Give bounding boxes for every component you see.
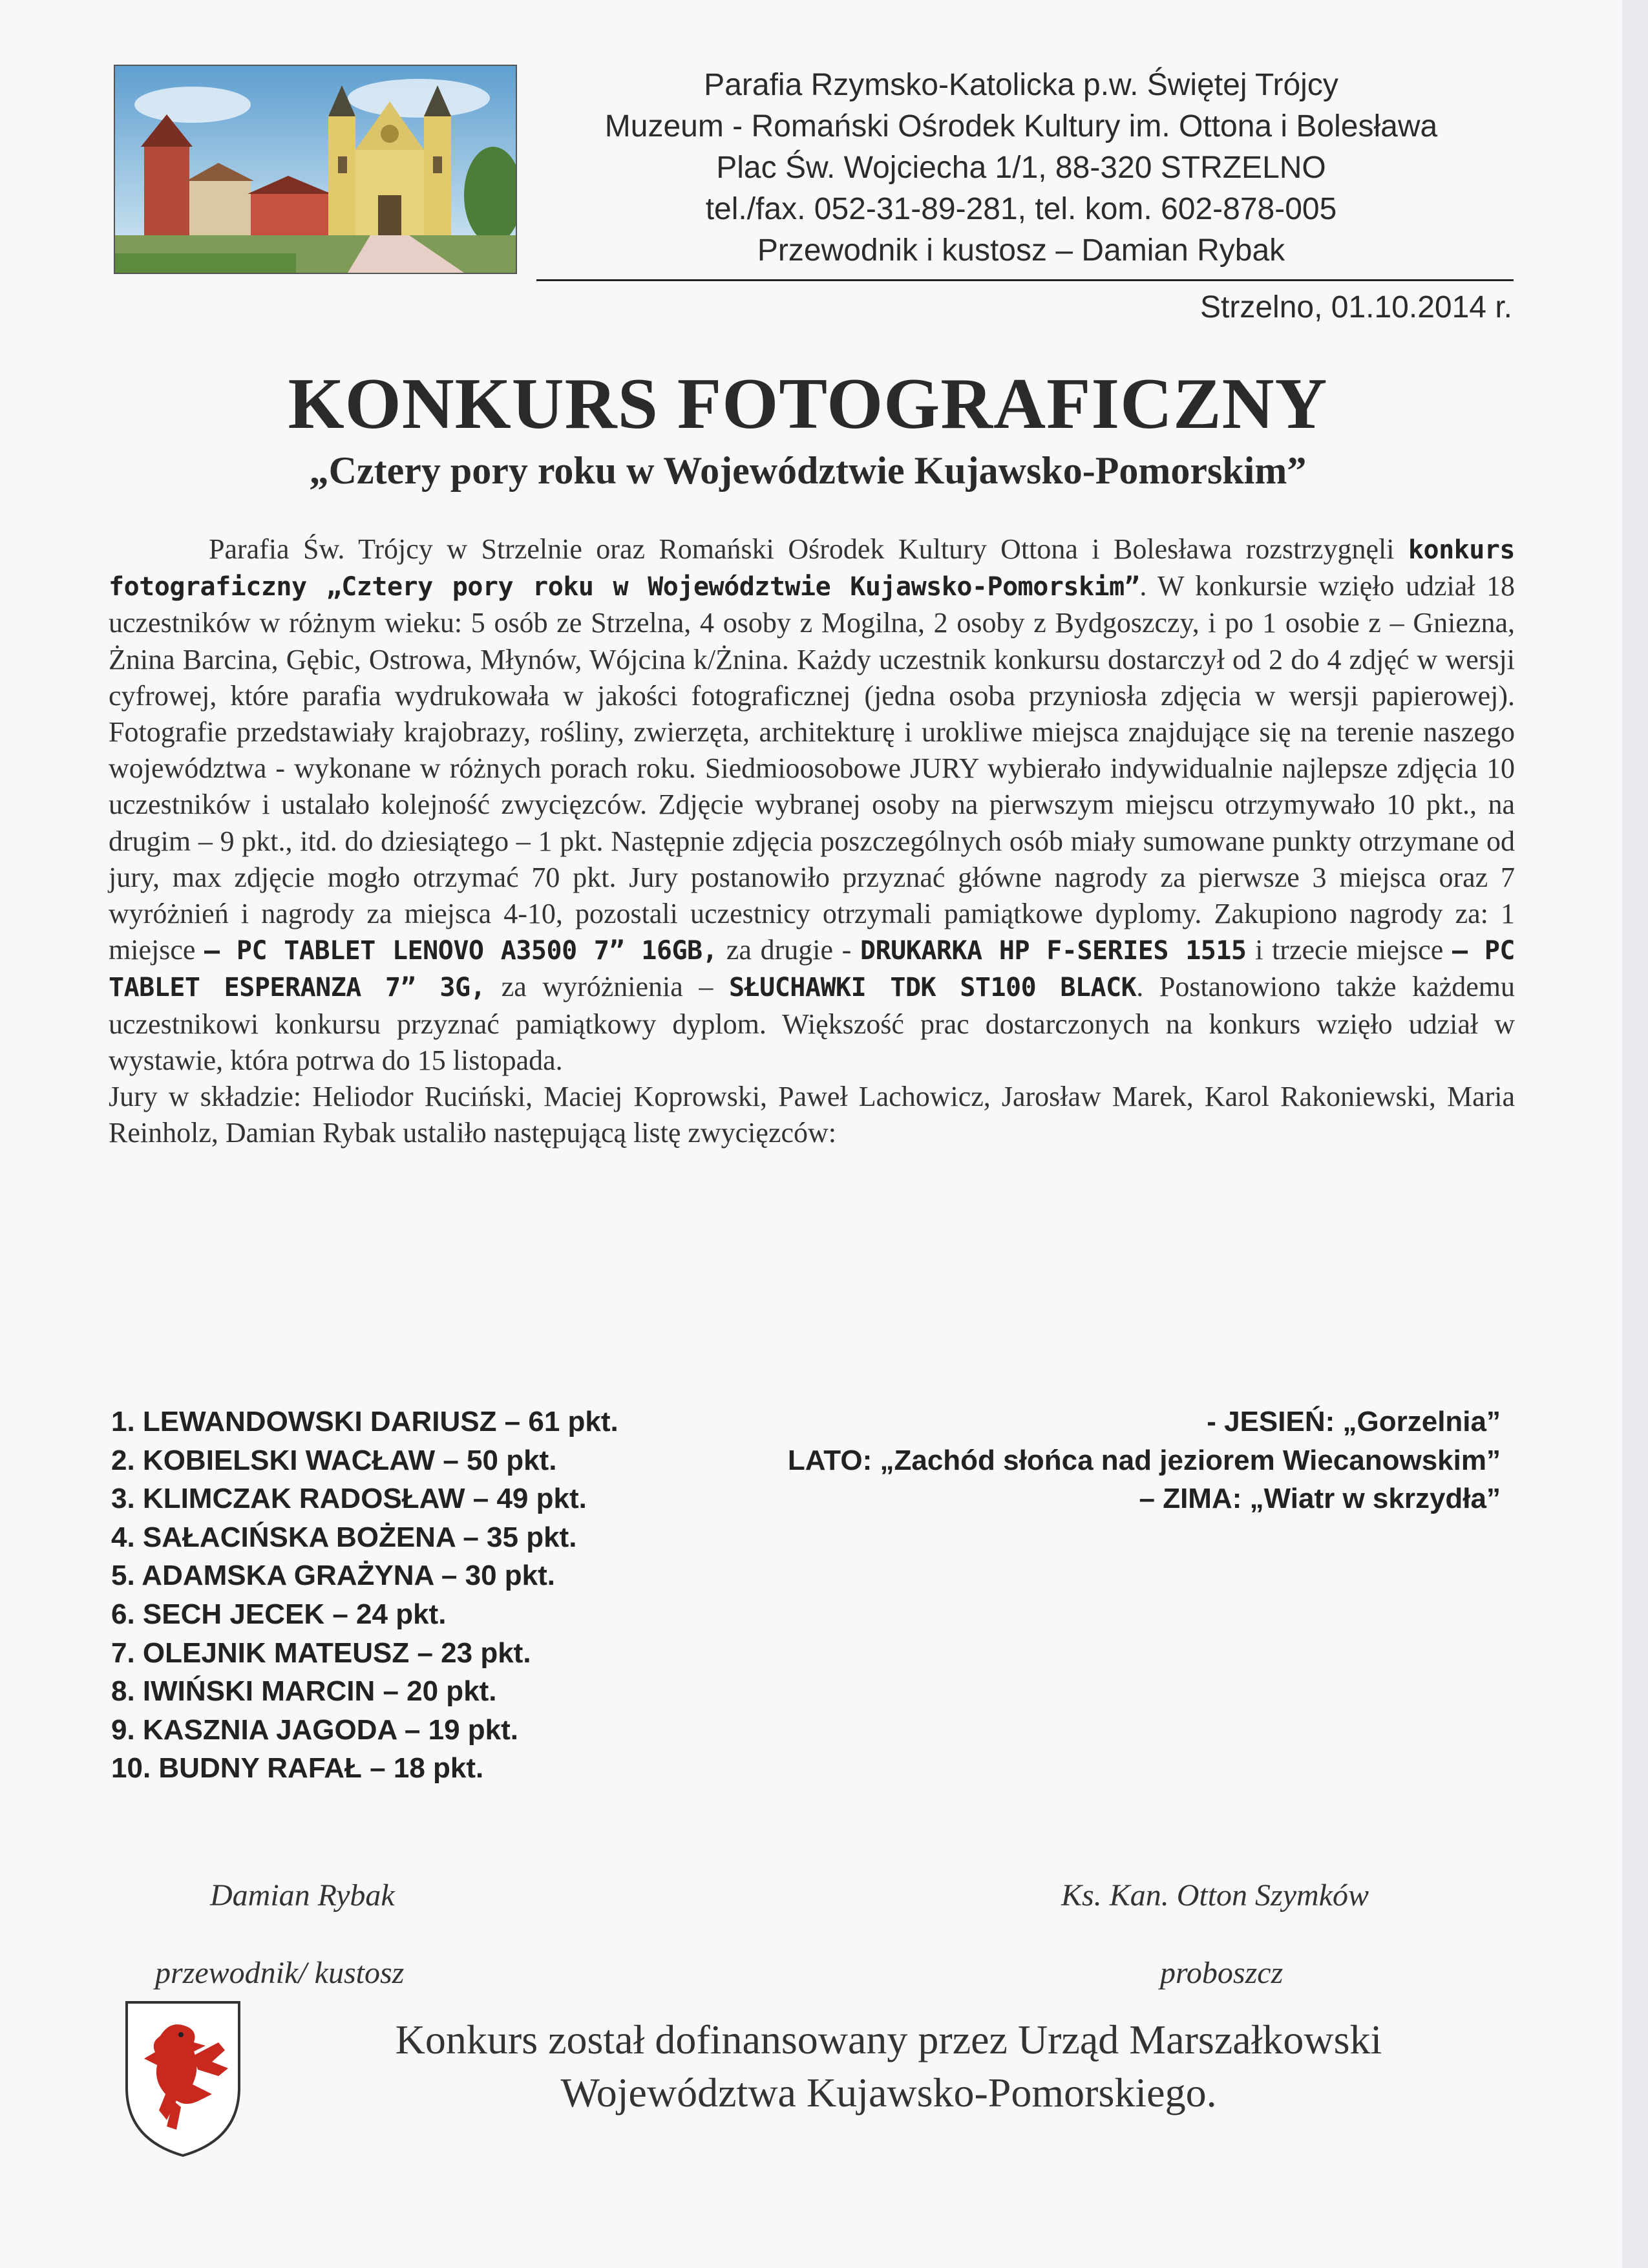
body-bold: SŁUCHAWKI TDK ST100 BLACK xyxy=(728,973,1137,1003)
winner-award: – ZIMA: „Wiatr w skrzydła” xyxy=(1139,1483,1501,1515)
signature-left-role: przewodnik/ kustosz xyxy=(155,1956,405,1990)
main-paragraph xyxy=(109,531,1515,1151)
header-line: Przewodnik i kustosz – Damian Rybak xyxy=(757,233,1285,268)
document-subtitle: „Cztery pory roku w Województwie Kujawsko-Pomorskim” xyxy=(309,449,1307,492)
funding-note xyxy=(259,2013,1519,2119)
page-edge xyxy=(1622,0,1648,2268)
list-item xyxy=(111,1595,1514,1634)
winner-entry: 4. SAŁACIŃSKA BOŻENA – 35 pkt. xyxy=(111,1521,577,1553)
list-item xyxy=(111,1479,1514,1518)
header-line: Parafia Rzymsko-Katolicka p.w. Świętej Trójcy xyxy=(704,68,1338,102)
parish-header xyxy=(530,65,1512,271)
winner-entry: 9. KASZNIA JAGODA – 19 pkt. xyxy=(111,1713,518,1746)
winner-entry: 5. ADAMSKA GRAŻYNA – 30 pkt. xyxy=(111,1560,555,1592)
header-line: Muzeum - Romański Ośrodek Kultury im. Ottona i Bolesława xyxy=(604,109,1438,143)
funding-line: Województwa Kujawsko-Pomorskiego. xyxy=(560,2070,1217,2115)
body-bold: – PC TABLET ESPERANZA 7” 3G, xyxy=(109,936,1516,1003)
winner-entry: 2. KOBIELSKI WACŁAW – 50 pkt. xyxy=(111,1444,557,1476)
list-item xyxy=(111,1518,1514,1557)
winner-entry: 8. IWIŃSKI MARCIN – 20 pkt. xyxy=(111,1675,497,1708)
document-title: KONKURS FOTOGRAFICZNY xyxy=(288,364,1328,444)
body-bold: – PC TABLET LENOVO A3500 7” 16GB, xyxy=(204,936,718,966)
winner-award: - JESIEŃ: „Gorzelnia” xyxy=(1207,1406,1501,1437)
winner-entry: 7. OLEJNIK MATEUSZ – 23 pkt. xyxy=(111,1637,531,1669)
list-item xyxy=(111,1749,1514,1788)
body-text: Parafia Św. Trójcy w Strzelnie oraz Romański Ośrodek Kultury Ottona i Bolesława rozstrzygnęli xyxy=(209,533,1408,565)
body-bold: DRUKARKA HP F-SERIES 1515 xyxy=(860,936,1247,966)
signature-right-role: proboszcz xyxy=(1160,1956,1284,1990)
church-illustration xyxy=(114,65,517,274)
list-item xyxy=(111,1556,1514,1595)
header-line: Plac Św. Wojciecha 1/1, 88-320 STRZELNO xyxy=(716,151,1326,185)
header-line: tel./fax. 052-31-89-281, tel. kom. 602-878-005 xyxy=(705,192,1337,226)
body-text: . W konkursie wzięło udział 18 uczestników w różnym wieku: 5 osób ze Strzelna, 4 osoby z Mogilna, 2 osoby z Bydgoszczy, i po 1 osobie z – Gniezna, Żnina Barcina, Gębic, Ostrowa, Młynów, Wójcina k/Żnina. Każdy uczestnik konkursu dostarczył od 2 do 4 zdjęć w wersji cyfrowej, które parafia wydrukowała w jakości fotograficznej (jedna osoba przyniosła zdjęcia w wersji papierowej). Fotografie przedstawiały krajobrazy, rośliny, zwierzęta, architekturę i urokliwe miejsca znajdujące się na terenie naszego województwa - wykonane w różnych porach roku. Siedmioosobowe JURY wybierało indywidualnie najlepsze zdjęcia 10 uczestników i ustalało kolejność zwycięzców. Zdjęcie wybranej osoby na pierwszym miejscu otrzymywało 10 pkt., na drugim – 9 pkt., itd. do dziesiątego – 1 pkt. Następnie zdjęcia poszczególnych osób miały sumowane punkty otrzymane od jury, max zdjęcie mogło otrzymać 70 pkt. Jury postanowiło przyznać główne nagrody za pierwsze 3 miejsca oraz 7 wyróżnień i nagrody za miejsca 4-10, pozostali uczestnicy otrzymali pamiątkowe dyplomy. Zakupiono nagrody za: 1 miejsce xyxy=(109,570,1515,966)
signature-left-name: Damian Rybak xyxy=(210,1878,395,1913)
body-text: za drugie - xyxy=(717,934,860,966)
winner-entry: 1. LEWANDOWSKI DARIUSZ – 61 pkt. xyxy=(111,1406,618,1437)
body-text: i trzecie miejsce xyxy=(1246,934,1453,966)
winners-list xyxy=(111,1403,1514,1788)
winner-entry: 3. KLIMCZAK RADOSŁAW – 49 pkt. xyxy=(111,1483,587,1515)
funding-line: Konkurs został dofinansowany przez Urząd Marszałkowski xyxy=(395,2017,1382,2062)
list-item xyxy=(111,1672,1514,1711)
list-item xyxy=(111,1634,1514,1673)
winner-award: LATO: „Zachód słońca nad jeziorem Wiecanowskim” xyxy=(787,1444,1501,1476)
signature-right-name: Ks. Kan. Otton Szymków xyxy=(1061,1878,1369,1913)
winner-entry: 6. SECH JECEK – 24 pkt. xyxy=(111,1598,447,1630)
header-divider xyxy=(536,279,1514,281)
winner-entry: 10. BUDNY RAFAŁ – 18 pkt. xyxy=(111,1752,484,1785)
body-bold: konkurs fotograficzny „Cztery pory roku w Województwie Kujawsko-Pomorskim” xyxy=(109,535,1515,602)
body-text: . Postanowiono także każdemu uczestnikowi konkursu przyznać pamiątkowy dyplom. Większość prac dostarczonych na konkurs wzięło udział w wystawie, która potrwa do 15 listopada. xyxy=(109,971,1515,1076)
body-text: za wyróżnienia – xyxy=(485,971,729,1003)
list-item xyxy=(111,1441,1514,1480)
document-date: Strzelno, 01.10.2014 r. xyxy=(1200,290,1512,324)
coat-of-arms-icon xyxy=(121,1997,244,2159)
list-item xyxy=(111,1403,1514,1441)
jury-paragraph: Jury w składzie: Heliodor Ruciński, Maciej Koprowski, Paweł Lachowicz, Jarosław Marek, Karol Rakoniewski, Maria Reinholz, Damian Rybak ustaliło następującą listę zwycięzców: xyxy=(109,1081,1515,1149)
list-item xyxy=(111,1711,1514,1750)
